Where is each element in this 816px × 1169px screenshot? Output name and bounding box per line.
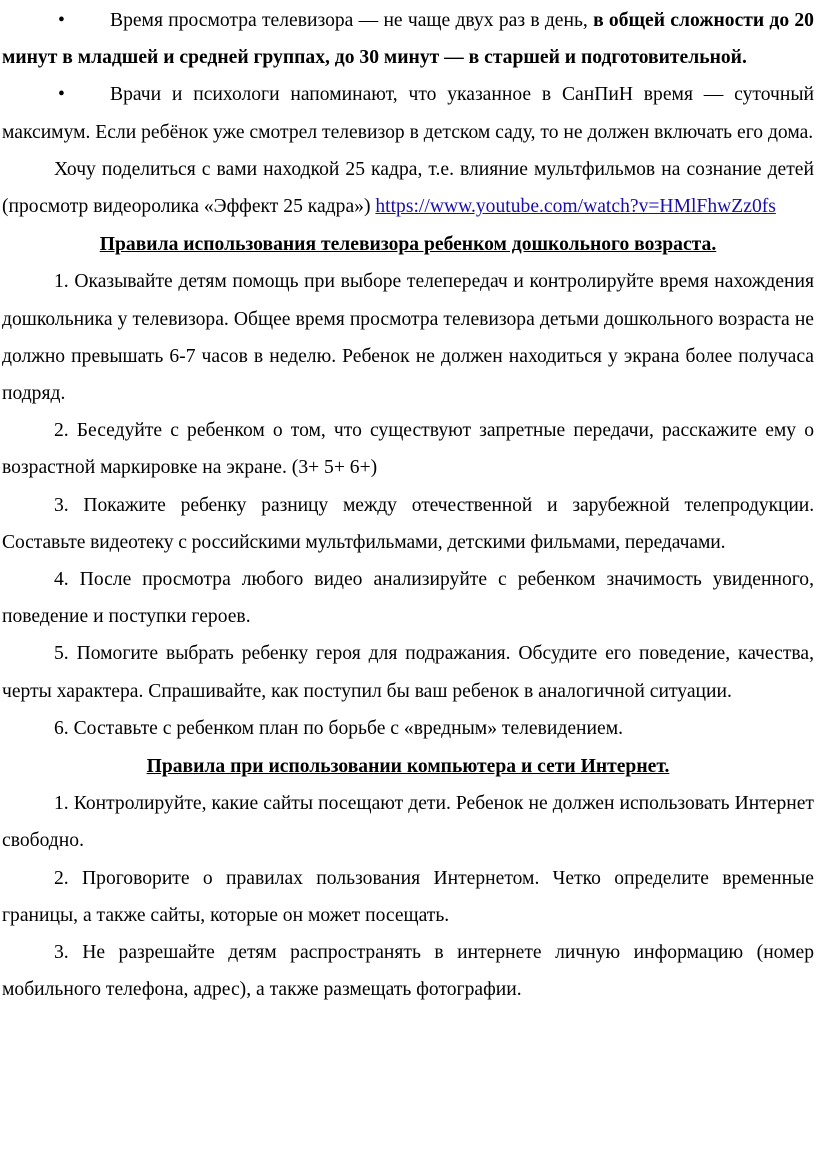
bullet-text: Время просмотра телевизора — не чаще двух раз в день, (110, 10, 594, 31)
bullet-marker: • (58, 10, 65, 31)
bullet-marker: • (58, 84, 65, 106)
video-link[interactable]: https://www.youtube.com/watch?v=HMlFhwZz0fs (375, 196, 776, 218)
bullet-text: Врачи и психологи напоминают, что указанное в СанПиН время — суточный максимум. Если ребёнок уже смотрел телевизор в детском саду, то не должен включать его дома. (2, 84, 814, 143)
tv-rule-item: 4. После просмотра любого видео анализируйте с ребенком значимость увиденного, поведение и поступки героев. (2, 569, 814, 628)
pc-rule-item: 2. Проговорите о правилах пользования Интернетом. Четко определите временные границы, а также сайты, которые он может посещать. (2, 867, 814, 926)
tv-rule-item: 1. Оказывайте детям помощь при выборе телепередач и контролируйте время нахождения дошкольника у телевизора. Общее время просмотра телевизора детьми дошкольного возраста не должно превышать 6-7 часов в неделю. Ребенок не должен находиться у экрана более получаса подряд. (2, 271, 814, 405)
bullet-paragraph (2, 76, 814, 150)
tv-rule-item: 2. Беседуйте с ребенком о том, что существуют запретные передачи, расскажите ему о возрастной маркировке на экране. (3+ 5+ 6+) (2, 420, 814, 479)
share-paragraph (2, 151, 814, 225)
bullet-bold-text: в общей сложности до 20 минут в младшей и средней группах, до 30 минут — в старшей и подготовительной. (2, 10, 814, 69)
pc-rule-item: 1. Контролируйте, какие сайты посещают дети. Ребенок не должен использовать Интернет свободно. (2, 793, 814, 852)
pc-rule-item: 3. Не разрешайте детям распространять в интернете личную информацию (номер мобильного телефона, адрес), а также размещать фотографии. (2, 942, 814, 1001)
tv-rules-heading: Правила использования телевизора ребенком дошкольного возраста. (99, 234, 717, 256)
tv-rule-item: 6. Составьте с ребенком план по борьбе с «вредным» телевидением. (54, 717, 623, 739)
pc-rules-heading: Правила при использовании компьютера и сети Интернет. (146, 756, 670, 778)
tv-rule-item: 5. Помогите выбрать ребенку героя для подражания. Обсудите его поведение, качества, черты характера. Спрашивайте, как поступил бы ваш ребенок в аналогичной ситуации. (2, 643, 814, 702)
tv-rule-item: 3. Покажите ребенку разницу между отечественной и зарубежной телепродукции. Составьте видеотеку с российскими мультфильмами, детскими фильмами, передачами. (2, 494, 814, 553)
share-text: Хочу поделиться с вами находкой 25 кадра, т.е. влияние мультфильмов на сознание детей (просмотр видеоролика «Эффект 25 кадра») (2, 158, 814, 218)
bullet-paragraph (2, 2, 814, 76)
